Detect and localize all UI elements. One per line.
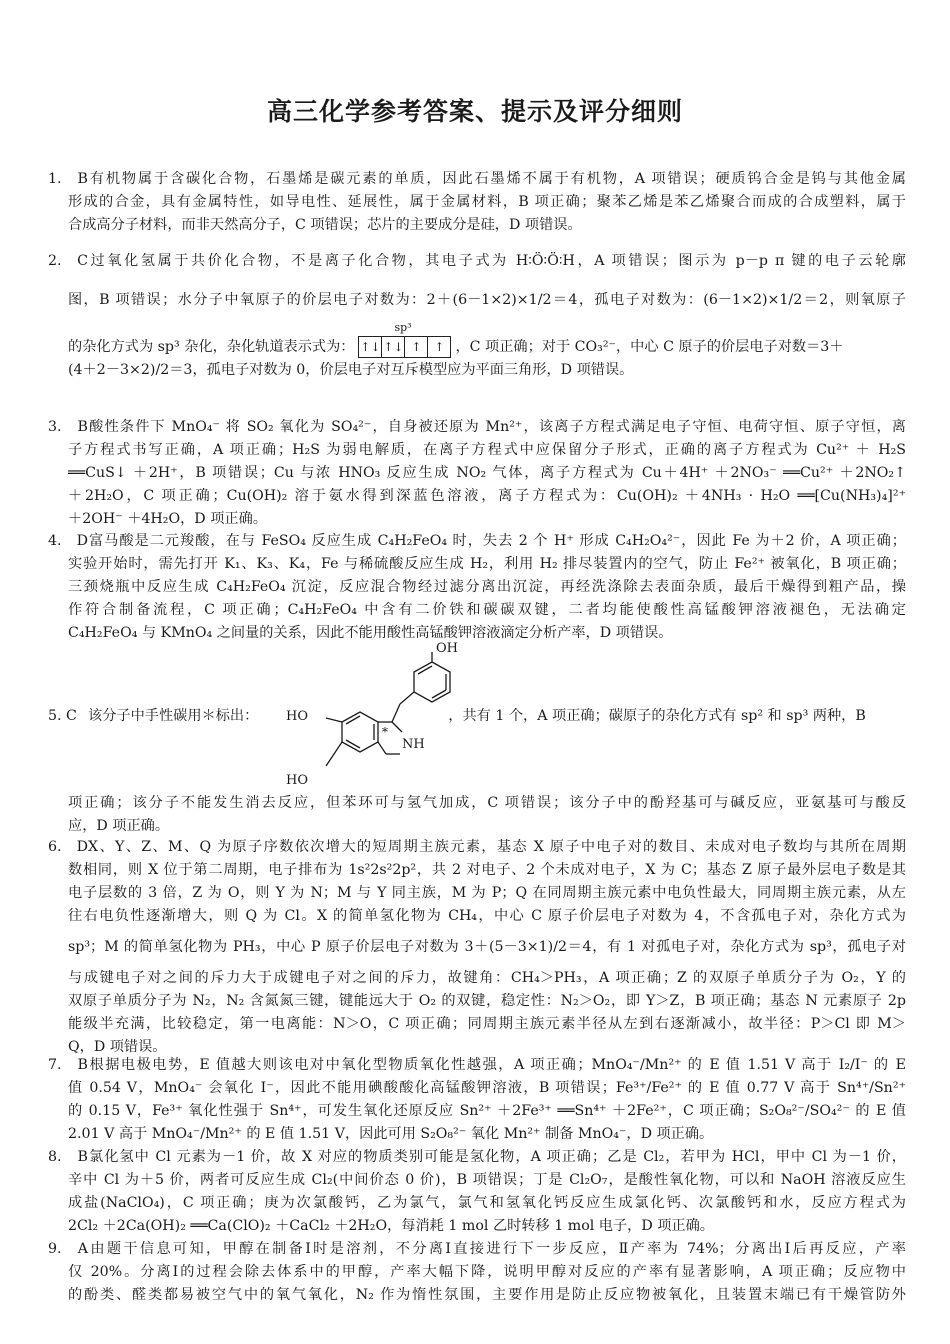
- chiral-carbon-marker: *: [382, 725, 388, 739]
- answer-line: 根据电极电势，E 值越大则该电对中氧化型物质氧化性越强，A 项正确；MnO₄⁻/Mn²⁺ 的 E 值 1.51 V 高于 I₂/I⁻ 的 E: [88, 1057, 906, 1073]
- orbital-boxes: ↑↓ ↑↓ ↑ ↑: [358, 336, 451, 358]
- question-6: [48, 836, 906, 1059]
- question-7: [48, 1054, 906, 1146]
- question-number: 4. D: [48, 533, 88, 549]
- answer-line: 形成的合金，具有金属特性，如导电性、延展性，属于金属材料，B 项正确；聚苯乙烯是苯乙烯聚合而成的合成塑料，属于: [68, 194, 906, 210]
- answer-line: 双原子单质分子为 N₂，N₂ 含氮氮三键，键能远大于 O₂ 的双键，稳定性：N₂＞O₂，即 Y＞Z，B 项正确；基态 N 元素原子 2p: [68, 993, 906, 1009]
- hydroxyl-label: HO: [286, 709, 308, 724]
- answer-line: 与成键电子对之间的斥力大于成键电子对之间的斥力，故键角：CH₄＞PH₃，A 项正确；Z 的双原子单质分子为 O₂，Y 的: [68, 970, 906, 986]
- answer-line: 值 0.54 V，MnO₄⁻ 会氧化 I⁻，因此不能用碘酸酸化高锰酸钾溶液，B 项错误；Fe³⁺/Fe²⁺ 的 E 值 0.77 V 高于 Sn⁴⁺/Sn²⁺: [68, 1080, 906, 1096]
- question-number: 5. C: [48, 708, 77, 724]
- answer-line: 的酚类、醛类都易被空气中的氧气氧化，N₂ 作为惰性氛围，主要作用是防止反应物被氧化，且装置末端已有干燥管防外: [68, 1287, 906, 1303]
- answer-line: 由题干信息可知，甲醇在制备Ⅰ时是溶剂，不分离Ⅰ直接进行下一步反应，Ⅱ产率为 74%；分离出Ⅰ后再反应，产率: [88, 1241, 906, 1257]
- hydroxyl-label: HO: [286, 773, 308, 788]
- answer-line: 合成高分子材料，而非天然高分子，C 项错误；芯片的主要成分是硅，D 项错误。: [68, 217, 582, 233]
- answer-text: 的杂化方式为 sp³ 杂化，杂化轨道表示式为：: [68, 339, 355, 355]
- question-2: [48, 250, 906, 382]
- orbital-diagram: [354, 321, 455, 359]
- answer-line: 实验开始时，需先打开 K₁、K₃、K₄，Fe 与稀硫酸反应生成 H₂，利用 H₂ 排尽装置内的空气，防止 Fe²⁺ 被氧化，B 项正确；: [68, 556, 906, 572]
- orbital-label: sp³: [394, 321, 412, 334]
- answer-text: ，共有 1 个，A 项正确；碳原子的杂化方式有 sp² 和 sp³ 两种，B: [448, 708, 866, 724]
- answer-text: 该分子中手性碳用＊标出：: [88, 708, 259, 724]
- answer-line: 作符合制备流程，C 项正确；C₄H₂FeO₄ 中含有二价铁和碳碳双键，二者均能使酸性高锰酸钾溶液褪色，无法确定: [68, 602, 906, 618]
- answer-line: 富马酸是二元羧酸，在与 FeSO₄ 反应生成 C₄H₂FeO₄ 时，失去 2 个 H⁺ 形成 C₄H₂O₄²⁻，因此 Fe 为＋2 价，A 项正确；: [88, 533, 906, 549]
- answer-line: sp³；M 的简单氢化物为 PH₃，中心 P 原子价层电子对数为 3＋(5－3×1)/2＝4，有 1 对孤电子对，杂化方式为 sp³，孤电子对: [68, 939, 906, 955]
- answer-line: 有机物属于含碳化合物，石墨烯是碳元素的单质，因此石墨烯不属于有机物，A 项错误；硬质钨合金是钨与其他金属: [88, 171, 906, 187]
- answer-line: 往右电负性逐渐增大，则 Q 为 Cl。X 的简单氢化物为 CH₄，中心 C 原子价层电子对数为 4，不含孤电子对，杂化方式为: [68, 908, 906, 924]
- answer-line: 能级半充满，比较稳定，第一电离能：N＞O，C 项正确；同周期主族元素半径从左到右逐渐减小，故半径：P＞Cl 即 M＞: [68, 1016, 906, 1032]
- answer-text: ，C 项正确；对于 CO₃²⁻，中心 C 原子的价层电子对数＝3＋: [455, 339, 844, 355]
- question-number: 7. B: [48, 1057, 88, 1073]
- question-number: 1. B: [48, 171, 88, 187]
- question-number: 9. A: [48, 1241, 88, 1257]
- answer-line: [48, 321, 906, 359]
- question-number: 2. C: [48, 253, 88, 269]
- answer-line: 的 0.15 V，Fe³⁺ 氧化性强于 Sn⁴⁺，可发生氧化还原反应 Sn²⁺ ＋2Fe³⁺ ══Sn⁴⁺ ＋2Fe²⁺，C 项正确；S₂O₈²⁻/SO₄²⁻ 的 E 值: [68, 1103, 906, 1119]
- hydroxyl-label: OH: [436, 641, 458, 656]
- answer-line: X、Y、Z、M、Q 为原子序数依次增大的短周期主族元素，基态 X 原子中电子对的数目、未成对电子数均与其所在周期: [88, 839, 906, 855]
- imino-label: NH: [402, 737, 425, 752]
- page-title: 高三化学参考答案、提示及评分细则: [266, 97, 683, 126]
- answer-line: 过氧化氢属于共价化合物，不是离子化合物，其电子式为 H∶Ö∶Ö∶H，A 项错误；图示为 p－p π 键的电子云轮廓: [88, 253, 906, 269]
- question-4: [48, 530, 906, 645]
- answer-line: 图，B 项错误；水分子中氧原子的价层电子对数为：2＋(6－1×2)×1/2＝4，孤电子对数为：(6－1×2)×1/2＝2，则氧原子: [68, 292, 906, 308]
- question-number: 3. B: [48, 419, 88, 435]
- answer-line: 三颈烧瓶中反应生成 C₄H₂FeO₄ 沉淀，反应混合物经过滤分离出沉淀，再经洗涤除去表面杂质，最后干燥得到粗产品，操: [68, 579, 906, 595]
- question-1: [48, 168, 906, 237]
- answer-line: (4＋2－3×2)/2＝3，孤电子对数为 0，价层电子对互斥模型应为平面三角形，D 项错误。: [68, 362, 634, 378]
- answer-line: 氯化氢中 Cl 元素为－1 价，故 X 对应的物质类别可能是氢化物，A 项正确；乙是 Cl₂，若甲为 HCl，甲中 Cl 为－1 价，: [88, 1149, 906, 1165]
- answer-line: C₄H₂FeO₄ 与 KMnO₄ 之间量的关系，因此不能用酸性高锰酸钾溶液滴定分析产率，D 项错误。: [68, 625, 673, 641]
- question-5: [48, 705, 906, 728]
- answer-line: ══CuS↓ ＋2H⁺，B 项错误；Cu 与浓 HNO₃ 反应生成 NO₂ 气体，离子方程式为 Cu＋4H⁺ ＋2NO₃⁻ ══Cu²⁺ ＋2NO₂↑: [68, 465, 906, 481]
- answer-line: 成盐(NaClO₄)，C 项正确；庚为次氯酸钙，乙为氯气，氯气和氢氧化钙反应生成氯化钙、次氯酸钙和水，反应方程式为: [68, 1195, 906, 1211]
- answer-line: ＋2H₂O，C 项正确；Cu(OH)₂ 溶于氨水得到深蓝色溶液，离子方程式为：Cu(OH)₂ ＋4NH₃ · H₂O ══[Cu(NH₃)₄]²⁺: [68, 488, 906, 504]
- answer-line: 项正确；该分子不能发生消去反应，但苯环可与氢气加成，C 项错误；该分子中的酚羟基可与碱反应，亚氨基可与酸反: [68, 795, 906, 811]
- question-number: 6. D: [48, 839, 88, 855]
- answer-line: 电子层数的 3 倍，Z 为 O，则 Y 为 N；M 与 Y 同主族，M 为 P；Q 在同周期主族元素中电负性最大，同周期主族元素，从左: [68, 885, 906, 901]
- question-8: [48, 1146, 906, 1238]
- answer-line: 辛中 Cl 为＋5 价，两者可反应生成 Cl₂(中间价态 0 价)，B 项错误；丁是 Cl₂O₇，是酸性氧化物，可以和 NaOH 溶液反应生: [68, 1172, 906, 1188]
- answer-line: 酸性条件下 MnO₄⁻ 将 SO₂ 氧化为 SO₄²⁻，自身被还原为 Mn²⁺，该离子方程式满足电子守恒、电荷守恒、原子守恒，离: [88, 419, 906, 435]
- answer-line: 2.01 V 高于 MnO₄⁻/Mn²⁺ 的 E 值 1.51 V，因此可用 S₂O₈²⁻ 氧化 Mn²⁺ 制备 MnO₄⁻，D 项正确。: [68, 1126, 714, 1142]
- answer-line: 仅 20%。分离Ⅰ的过程会除去体系中的甲醇，产率大幅下降，说明甲醇对反应的产率有显著影响，A 项正确；反应物中: [68, 1264, 906, 1280]
- question-3: [48, 416, 906, 531]
- answer-line: ＋2OH⁻ ＋4H₂O，D 项正确。: [68, 511, 267, 527]
- answer-line: 子方程式书写正确，A 项正确；H₂S 为弱电解质，在离子方程式中应保留分子形式，正确的离子方程式为 Cu²⁺ ＋ H₂S: [68, 442, 906, 458]
- answer-line: 数相同，则 X 位于第二周期，电子排布为 1s²2s²2p²，共 2 对电子、2 个未成对电子，X 为 C；基态 Z 原子最外层电子数是其: [68, 862, 906, 878]
- answer-line: 2Cl₂ ＋2Ca(OH)₂ ══Ca(ClO)₂ ＋CaCl₂ ＋2H₂O，每消耗 1 mol 乙时转移 1 mol 电子，D 项正确。: [68, 1218, 714, 1234]
- answer-line: 应，D 项正确。: [68, 818, 170, 834]
- answer-line: Q，D 项错误。: [68, 1039, 167, 1055]
- question-number: 8. B: [48, 1149, 88, 1165]
- question-5-cont: [48, 792, 906, 838]
- question-9: [48, 1238, 906, 1307]
